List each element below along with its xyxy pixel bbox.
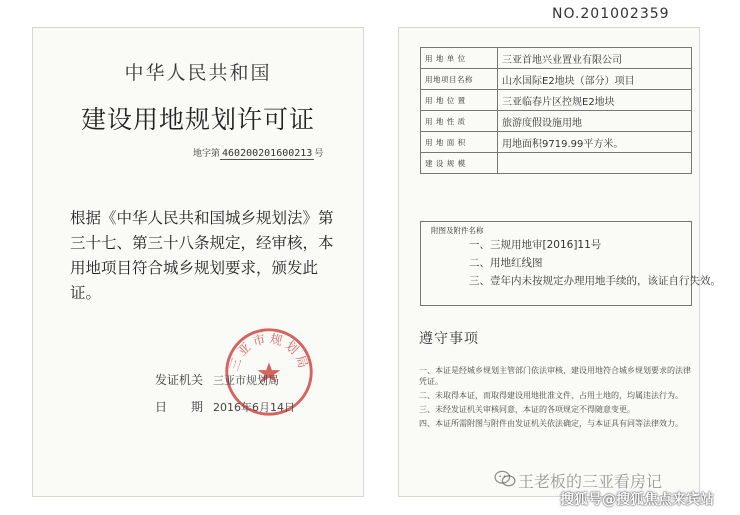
table-row-label: 用 地 单 位 (421, 48, 498, 69)
table-row-value: 用地面积9719.99平方米。 (498, 132, 692, 153)
notes-title: 遵守事项 (419, 331, 479, 347)
table-row-value: 三亚临春片区控规E2地块 (498, 90, 692, 111)
certificate-title: 建设用地规划许可证 (80, 105, 315, 134)
date-value: 2016年6月14日 (213, 401, 296, 414)
table-row-value: 山水国际E2地块（部分）项目 (498, 69, 692, 90)
certificate-number (193, 146, 323, 159)
note-item: 四、本证所需附图与附件由发证机关依法确定，与本证具有同等法律效力。 (419, 419, 683, 428)
note-item: 二、未取得本证，而取得建设用地批准文件、占用土地的，均属违法行为。 (419, 391, 683, 400)
table-row (421, 69, 692, 90)
cert-no-value: 460200201600213 (222, 148, 313, 159)
country-title: 中华人民共和国 (124, 62, 272, 84)
attachment-item: 一、三规用地审[2016]11号 (469, 239, 602, 251)
table-row-label: 用 地 面 积 (421, 132, 498, 153)
attachments-title: 附图及附件名称 (431, 226, 484, 235)
attachment-item: 二、用地红线图 (469, 257, 543, 269)
note-item: 三、未经发证机关审核同意，本证的各项规定不得随意变更。 (419, 405, 635, 414)
table-row-label: 用 地 性 质 (421, 111, 498, 132)
certificate-body-text: 根据《中华人民共和国城乡规划法》第三十七、第三十八条规定，经审核，本用地项目符合城乡规划要求，颁发此证。 (70, 209, 334, 302)
issuer-value: 三亚市规划局 (213, 374, 280, 387)
table-row (421, 132, 692, 153)
certificate-back-page (398, 27, 721, 497)
issuer-label: 发证机关 (155, 373, 204, 387)
attachment-item: 三、壹年内未按规定办理用地手续的，该证自行失效。 (469, 275, 721, 287)
watermark-line2: 搜狐号@搜狐焦点来宾站 (560, 492, 714, 508)
table-row (421, 48, 692, 69)
table-row (421, 90, 692, 111)
watermark-line1: 王老板的三亚看房记 (518, 472, 663, 491)
note-item: 一、本证是经城乡规划主管部门依法审核，建设用地符合城乡规划要求的法律凭证。 (419, 366, 691, 386)
wechat-icon (494, 470, 516, 488)
table-row-label: 建 设 规 模 (421, 153, 498, 174)
table-row (421, 111, 692, 132)
table-row (421, 153, 692, 174)
watermark (480, 467, 735, 512)
table-row-label: 用地项目名称 (421, 69, 498, 90)
attachments-box (420, 221, 721, 306)
cert-no-suffix: 号 (314, 149, 324, 159)
date-row (155, 398, 295, 415)
table-row-value: 旅游度假设施用地 (498, 111, 692, 132)
issuer-row (155, 371, 279, 388)
date-label: 日 期 (155, 400, 204, 414)
table-row-value (498, 153, 692, 174)
land-info-table (420, 47, 692, 174)
table-row-value: 三亚首地兴业置业有限公司 (498, 48, 692, 69)
seal-text: 三亚市规划局 (226, 330, 312, 373)
table-row-label: 用 地 位 置 (421, 90, 498, 111)
cert-no-prefix: 地字第 (193, 149, 221, 159)
serial-number: NO.201002359 (552, 6, 670, 22)
notes-list (419, 365, 691, 432)
certificate-front-page (32, 27, 364, 497)
